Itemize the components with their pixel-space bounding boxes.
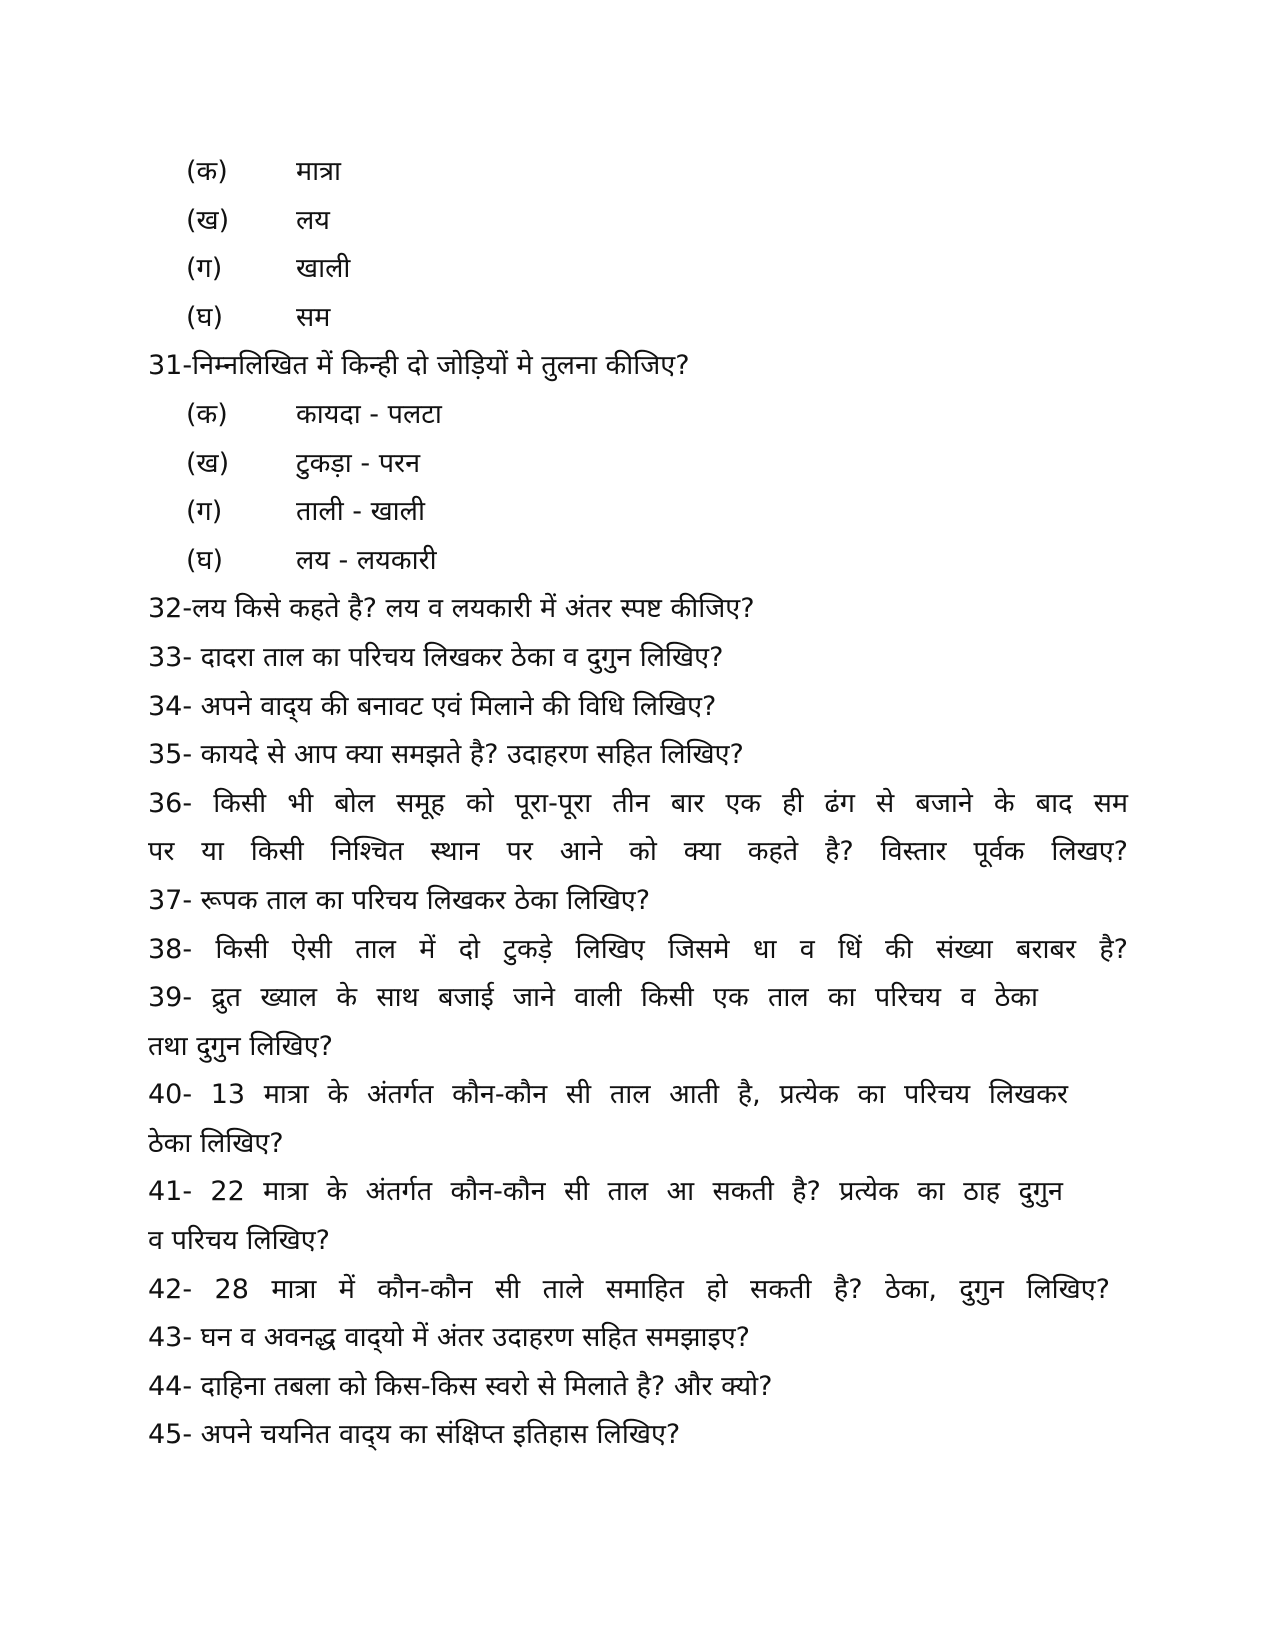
option-item xyxy=(148,197,1128,246)
question-36-line-1: 36- किसी भी बोल समूह को पूरा-पूरा तीन बार एक ही ढंग से बजाने के बाद सम xyxy=(148,787,1128,819)
option-text: ताली - खाली xyxy=(296,496,425,528)
option-text: लय xyxy=(296,204,330,236)
option-item xyxy=(148,245,1128,294)
question-34: 34- अपने वाद्‌य की बनावट एवं मिलाने की विधि लिखिए? xyxy=(148,690,717,722)
option-label: (ख) xyxy=(186,447,230,479)
question-39-line-2: तथा दुगुन लिखिए? xyxy=(148,1030,333,1062)
question-37: 37- रूपक ताल का परिचय लिखकर ठेका लिखिए? xyxy=(148,884,651,916)
question-38: 38- किसी ऐसी ताल में दो टुकड़े लिखिए जिसमे धा व धिं की संख्या बराबर है? xyxy=(148,933,1128,965)
option-item xyxy=(148,488,1128,537)
option-text: टुकड़ा - परन xyxy=(296,447,421,479)
option-label: (घ) xyxy=(186,301,224,333)
option-label: (ख) xyxy=(186,204,230,236)
option-text: मात्रा xyxy=(296,156,342,187)
option-text: कायदा - पलटा xyxy=(296,398,442,430)
question-40-line-1: 40- 13 मात्रा के अंतर्गत कौन-कौन सी ताल आती है, प्रत्येक का परिचय लिखकर xyxy=(148,1079,1068,1111)
option-label: (क) xyxy=(186,398,228,430)
question-45: 45- अपने चयनित वाद्‌य का संक्षिप्त इतिहास लिखिए? xyxy=(148,1419,681,1451)
question-31: 31-निम्नलिखित में किन्ही दो जोड़ियों मे तुलना कीजिए? xyxy=(148,350,690,382)
question-33: 33- दादरा ताल का परिचय लिखकर ठेका व दुगुन लिखिए? xyxy=(148,641,724,673)
option-text: सम xyxy=(296,301,331,333)
option-label: (क) xyxy=(186,156,228,187)
question-40-line-2: ठेका लिखिए? xyxy=(148,1127,284,1159)
question-42: 42- 28 मात्रा में कौन-कौन सी ताले समाहित हो सकती है? ठेका, दुगुन लिखिए? xyxy=(148,1273,1110,1305)
question-36-line-2: पर या किसी निश्चित स्थान पर आने को क्या कहते है? विस्तार पूर्वक लिखए? xyxy=(148,836,1128,868)
option-item xyxy=(148,148,1128,197)
question-44: 44- दाहिना तबला को किस-किस स्वरो से मिलाते है? और क्यो? xyxy=(148,1370,773,1402)
option-item xyxy=(148,391,1128,440)
option-text: खाली xyxy=(296,253,351,285)
option-label: (ग) xyxy=(186,253,223,285)
option-label: (घ) xyxy=(186,544,224,576)
option-item xyxy=(148,537,1128,586)
option-text: लय - लयकारी xyxy=(296,544,437,576)
option-item xyxy=(148,440,1128,489)
question-41-line-1: 41- 22 मात्रा के अंतर्गत कौन-कौन सी ताल आ सकती है? प्रत्येक का ठाह दुगुन xyxy=(148,1176,1063,1208)
question-39-line-1: 39- द्रुत ख्याल के साथ बजाई जाने वाली किसी एक ताल का परिचय व ठेका xyxy=(148,982,1038,1014)
option-label: (ग) xyxy=(186,496,223,528)
question-35: 35- कायदे से आप क्या समझते है? उदाहरण सहित लिखिए? xyxy=(148,739,744,771)
question-page xyxy=(148,148,1128,1460)
option-item xyxy=(148,294,1128,343)
question-32: 32-लय किसे कहते है? लय व लयकारी में अंतर स्पष्ट कीजिए? xyxy=(148,593,755,625)
question-41-line-2: व परिचय लिखिए? xyxy=(148,1225,330,1257)
question-43: 43- घन व अवनद्ध वाद्‌यो में अंतर उदाहरण सहित समझाइए? xyxy=(148,1322,751,1354)
